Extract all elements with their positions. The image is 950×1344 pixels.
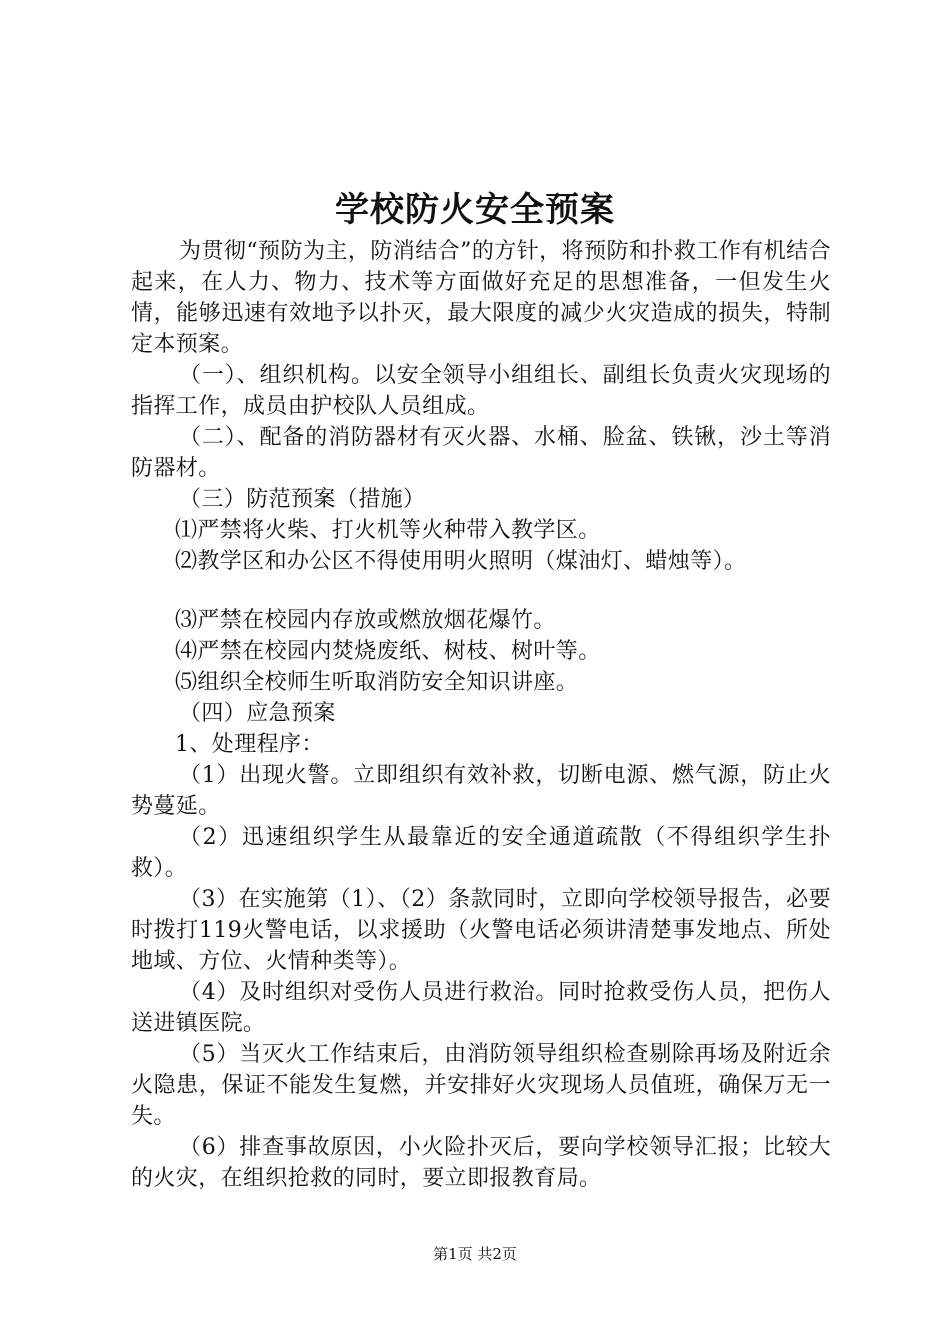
procedure-step-5: （5）当灭火工作结束后，由消防领导组织检查剔除再场及附近余火隐患，保证不能发生复燃，并安排好火灾现场人员值班，确保万无一失。 xyxy=(131,1042,831,1129)
procedure-step-6: （6）排查事故原因，小火险扑灭后，要向学校领导汇报；比较大的火灾，在组织抢救的同时，要立即报教育局。 xyxy=(131,1135,831,1191)
list-item-prevention-1: ⑴严禁将火柴、打火机等火种带入教学区。 xyxy=(175,518,601,543)
document-body xyxy=(131,236,831,1194)
list-item-prevention-5: ⑸组织全校师生听取消防安全知识讲座。 xyxy=(175,670,579,695)
procedure-step-2: （2）迅速组织学生从最靠近的安全通道疏散（不得组织学生扑救）。 xyxy=(131,825,831,881)
subheading-procedure: 1、处理程序： xyxy=(175,732,324,757)
page-title: 学校防火安全预案 xyxy=(335,190,615,230)
list-item-prevention-3: ⑶严禁在校园内存放或燃放烟花爆竹。 xyxy=(175,608,556,633)
paragraph-equipment: （二）、配备的消防器材有灭火器、水桶、脸盆、铁锹，沙土等消防器材。 xyxy=(131,425,831,481)
procedure-step-1: （1）出现火警。立即组织有效补救，切断电源、燃气源，防止火势蔓延。 xyxy=(131,763,831,819)
procedure-step-3: （3）在实施第（1）、（2）条款同时，立即向学校领导报告，必要时拨打119火警电话，以求援助（火警电话必须讲清楚事发地点、所处地域、方位、火情种类等）。 xyxy=(131,887,831,974)
page-number-footer: 第1页 共2页 xyxy=(433,1245,517,1263)
section-heading-emergency: （四）应急预案 xyxy=(179,701,336,726)
procedure-step-4: （4）及时组织对受伤人员进行救治。同时抢救受伤人员，把伤人送进镇医院。 xyxy=(131,980,831,1036)
list-item-prevention-4: ⑷严禁在校园内焚烧废纸、树枝、树叶等。 xyxy=(175,639,601,664)
paragraph-organization: （一）、组织机构。以安全领导小组组长、副组长负责火灾现场的指挥工作，成员由护校队人员组成。 xyxy=(131,363,831,419)
list-item-prevention-2: ⑵教学区和办公区不得使用明火照明（煤油灯、蜡烛等）。 xyxy=(175,549,747,574)
paragraph-intro: 为贯彻“预防为主，防消结合”的方针，将预防和扑救工作有机结合起来，在人力、物力、技术等方面做好充足的思想准备，一但发生火情，能够迅速有效地予以扑灭，最大限度的减少火灾造成的损失，特制定本预案。 xyxy=(131,239,831,357)
section-heading-prevention: （三）防范预案（措施） xyxy=(179,487,426,512)
